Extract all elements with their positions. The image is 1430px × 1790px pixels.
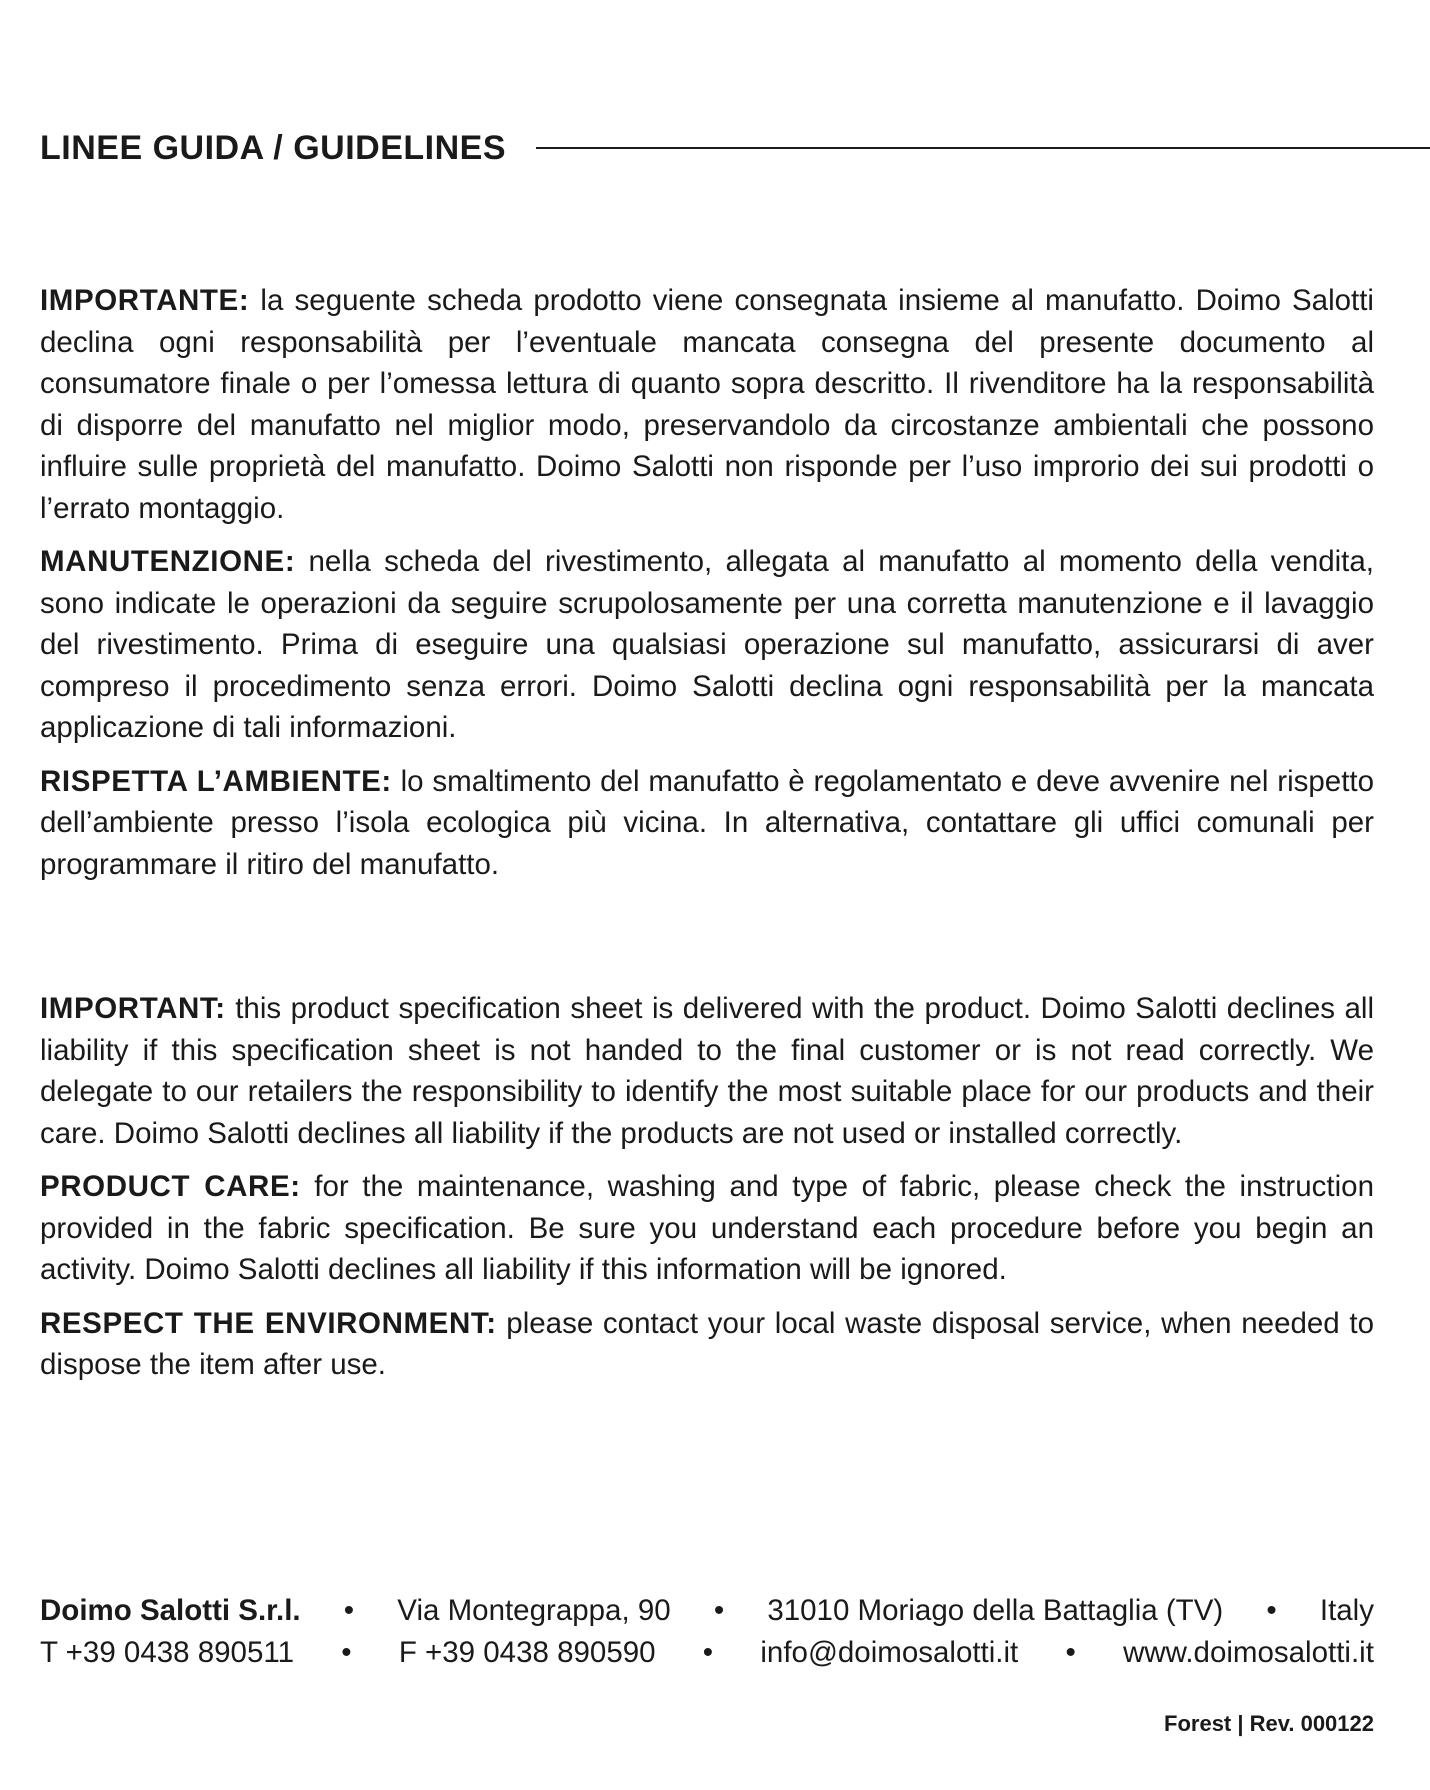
company-footer (40, 1590, 1374, 1674)
important-label-it: IMPORTANTE: (40, 284, 250, 317)
environment-label-it: RISPETTA L’AMBIENTE: (40, 764, 392, 798)
maintenance-label-it: MANUTENZIONE: (40, 545, 296, 578)
website-url: www.doimosalotti.it (1123, 1636, 1374, 1669)
maintenance-paragraph-it (40, 541, 1374, 749)
italian-section (40, 280, 1374, 897)
country: Italy (1319, 1594, 1374, 1627)
bullet-separator: • (341, 1636, 352, 1669)
bullet-separator: • (1065, 1636, 1076, 1669)
environment-text-it: lo smaltimento del manufatto è regolamentato e deve avvenire nel rispetto dell’ambiente presso l’isola ecologica più vicina. In alternativa, contattare gli uffici comunali per programmare il ritiro del manufatto. (40, 764, 1374, 881)
bullet-separator: • (702, 1636, 714, 1669)
care-label-en: PRODUCT CARE: (40, 1170, 301, 1203)
street-address: Via Montegrappa, 90 (397, 1594, 671, 1627)
important-paragraph-en (40, 988, 1374, 1154)
phone-number: T +39 0438 890511 (40, 1636, 294, 1669)
english-section (40, 988, 1374, 1398)
environment-paragraph-it (40, 761, 1374, 886)
page-title: LINEE GUIDA / GUIDELINES (40, 128, 507, 167)
bullet-separator: • (713, 1594, 725, 1627)
company-name: Doimo Salotti S.r.l. (40, 1594, 301, 1627)
important-text-it: la seguente scheda prodotto viene consegnata insieme al manufatto. Doimo Salotti declina ogni responsabilità per l’eventuale mancata consegna del presente documento al consumatore finale o per l’omessa lettura di quanto sopra descritto. Il rivenditore ha la responsabilità di disporre del manufatto nel miglior modo, preservandolo da circostanze ambientali che possono influire sulle proprietà del manufatto. Doimo Salotti non risponde per l’uso improrio dei sui prodotti o l’errato montaggio. (40, 284, 1374, 525)
environment-text-en: please contact your local waste disposal service, when needed to dispose the item after use. (40, 1306, 1374, 1381)
important-text-en: this product specification sheet is delivered with the product. Doimo Salotti declines all liability if this specification sheet is not handed to the final customer or is not read correctly. We delegate to our retailers the responsibility to identify the most suitable place for our products and their care. Doimo Salotti declines all liability if the products are not used or installed correctly. (40, 992, 1374, 1150)
header-rule (536, 147, 1430, 149)
address-line (40, 1590, 1374, 1632)
email-address: info@doimosalotti.it (760, 1636, 1019, 1669)
environment-label-en: RESPECT THE ENVIRONMENT: (40, 1306, 497, 1340)
important-paragraph-it (40, 280, 1374, 529)
care-text-en: for the maintenance, washing and type of fabric, please check the instruction provided in the fabric specification. Be sure you understand each procedure before you begin an activity. Doimo Salotti declines all liability if this information will be ignored. (40, 1170, 1374, 1286)
contact-line (40, 1632, 1374, 1674)
city-address: 31010 Moriago della Battaglia (TV) (767, 1594, 1224, 1627)
bullet-separator: • (1266, 1594, 1277, 1627)
environment-paragraph-en (40, 1303, 1374, 1386)
page-header (40, 123, 1430, 173)
important-label-en: IMPORTANT: (40, 992, 226, 1025)
maintenance-text-it: nella scheda del rivestimento, allegata al manufatto al momento della vendita, sono indicate le operazioni da seguire scrupolosamente per una corretta manutenzione e il lavaggio del rivestimento. Prima di eseguire una qualsiasi operazione sul manufatto, assicurarsi di aver compreso il procedimento senza errori. Doimo Salotti declina ogni responsabilità per la mancata applicazione di tali informazioni. (40, 545, 1374, 744)
fax-number: F +39 0438 890590 (398, 1636, 656, 1669)
care-paragraph-en (40, 1166, 1374, 1291)
bullet-separator: • (343, 1594, 355, 1627)
revision-label: Forest | Rev. 000122 (1164, 1711, 1374, 1736)
